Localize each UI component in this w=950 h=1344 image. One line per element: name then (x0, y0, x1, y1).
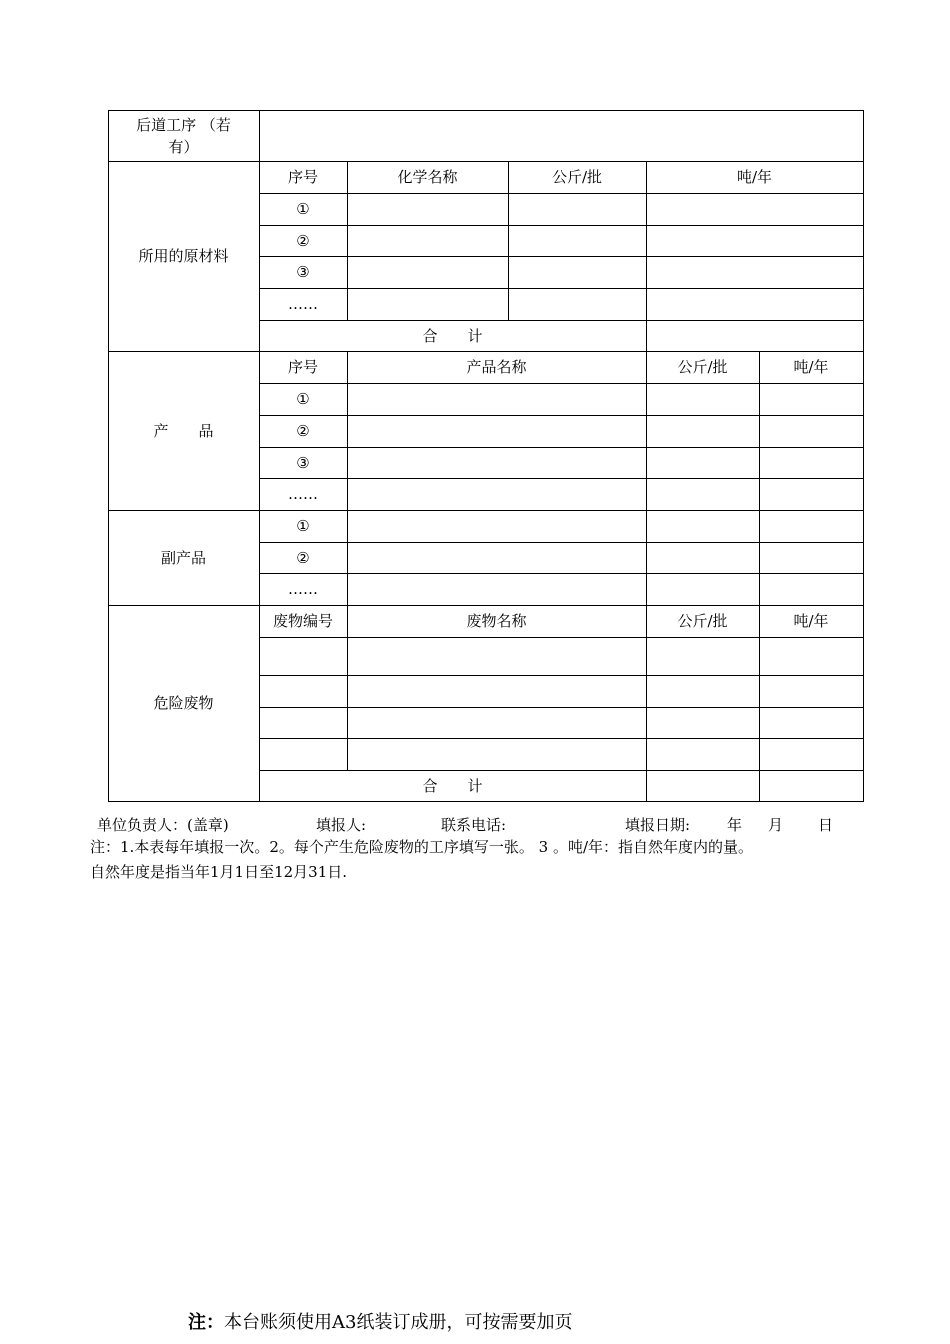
byproducts-row-seq: ② (296, 548, 310, 567)
date-month: 月 (768, 816, 784, 834)
products-row-seq: …… (288, 485, 318, 503)
materials-header-0: 序号 (287, 168, 318, 186)
binding-note-prefix: 注： (188, 1312, 224, 1333)
date-label: 填报日期: (625, 816, 691, 834)
byproducts-row-seq: …… (288, 580, 318, 598)
materials-total-label: 合 计 (422, 326, 483, 345)
row-label-process: 后道工序 （若有） (136, 115, 231, 156)
table-rule (347, 351, 348, 770)
row-label-byproducts: 副产品 (160, 548, 206, 567)
table-rule (259, 193, 864, 194)
byproducts-row-seq: ① (296, 517, 310, 535)
products-header-0: 序号 (287, 358, 318, 376)
hazardous-header-3: 吨/年 (793, 612, 829, 630)
hazardous-waste-form-table (108, 110, 864, 802)
materials-row-seq: ② (296, 231, 310, 250)
note-line-1: 注：1.本表每年填报一次。2。每个产生危险废物的工序填写一张。 3 。吨/年：指自然年度内的量。 (90, 838, 753, 856)
table-rule (259, 707, 864, 708)
materials-header-2: 公斤/批 (551, 168, 603, 186)
phone-label: 联系电话: (441, 816, 507, 834)
table-rule (259, 256, 864, 257)
hazardous-header-1: 废物名称 (466, 612, 527, 630)
materials-header-1: 化学名称 (397, 168, 458, 186)
table-rule (259, 415, 864, 416)
table-rule (259, 675, 864, 676)
table-rule (259, 573, 864, 574)
date-year: 年 (727, 816, 743, 834)
materials-row-seq: ① (296, 200, 310, 218)
binding-note-text: 本台账须使用A3纸装订成册，可按需要加页 (224, 1312, 573, 1333)
hazardous-header-2: 公斤/批 (677, 612, 728, 630)
unit-head-label: 单位负责人：(盖章) (97, 816, 229, 834)
materials-header-3: 吨/年 (736, 168, 773, 186)
table-rule (259, 447, 864, 448)
table-rule (759, 351, 760, 802)
table-rule (259, 225, 864, 226)
table-rule (646, 351, 647, 802)
date-day: 日 (818, 816, 834, 834)
binding-note (188, 1308, 572, 1334)
table-rule (108, 801, 864, 802)
products-header-2: 公斤/批 (677, 358, 728, 376)
table-rule (259, 383, 864, 384)
row-label-materials: 所用的原材料 (138, 247, 229, 265)
products-row-seq: ③ (296, 453, 310, 472)
table-rule (259, 637, 864, 638)
table-rule (259, 478, 864, 479)
materials-row-seq: …… (288, 295, 318, 313)
row-label-hazardous: 危险废物 (153, 694, 214, 712)
table-rule (259, 542, 864, 543)
hazardous-header-0: 废物编号 (272, 612, 333, 630)
table-rule (863, 110, 864, 802)
products-row-seq: ① (296, 390, 310, 408)
note-line-2: 自然年度是指当年1月1日至12月31日. (90, 863, 348, 881)
row-label-products: 产 品 (153, 421, 214, 440)
table-rule (259, 288, 864, 289)
products-header-3: 吨/年 (793, 358, 829, 376)
materials-row-seq: ③ (296, 263, 310, 281)
table-rule (259, 738, 864, 739)
hazardous-total-label: 合 计 (422, 776, 483, 795)
products-header-1: 产品名称 (466, 358, 527, 376)
filler-label: 填报人: (316, 816, 367, 834)
products-row-seq: ② (296, 422, 310, 440)
